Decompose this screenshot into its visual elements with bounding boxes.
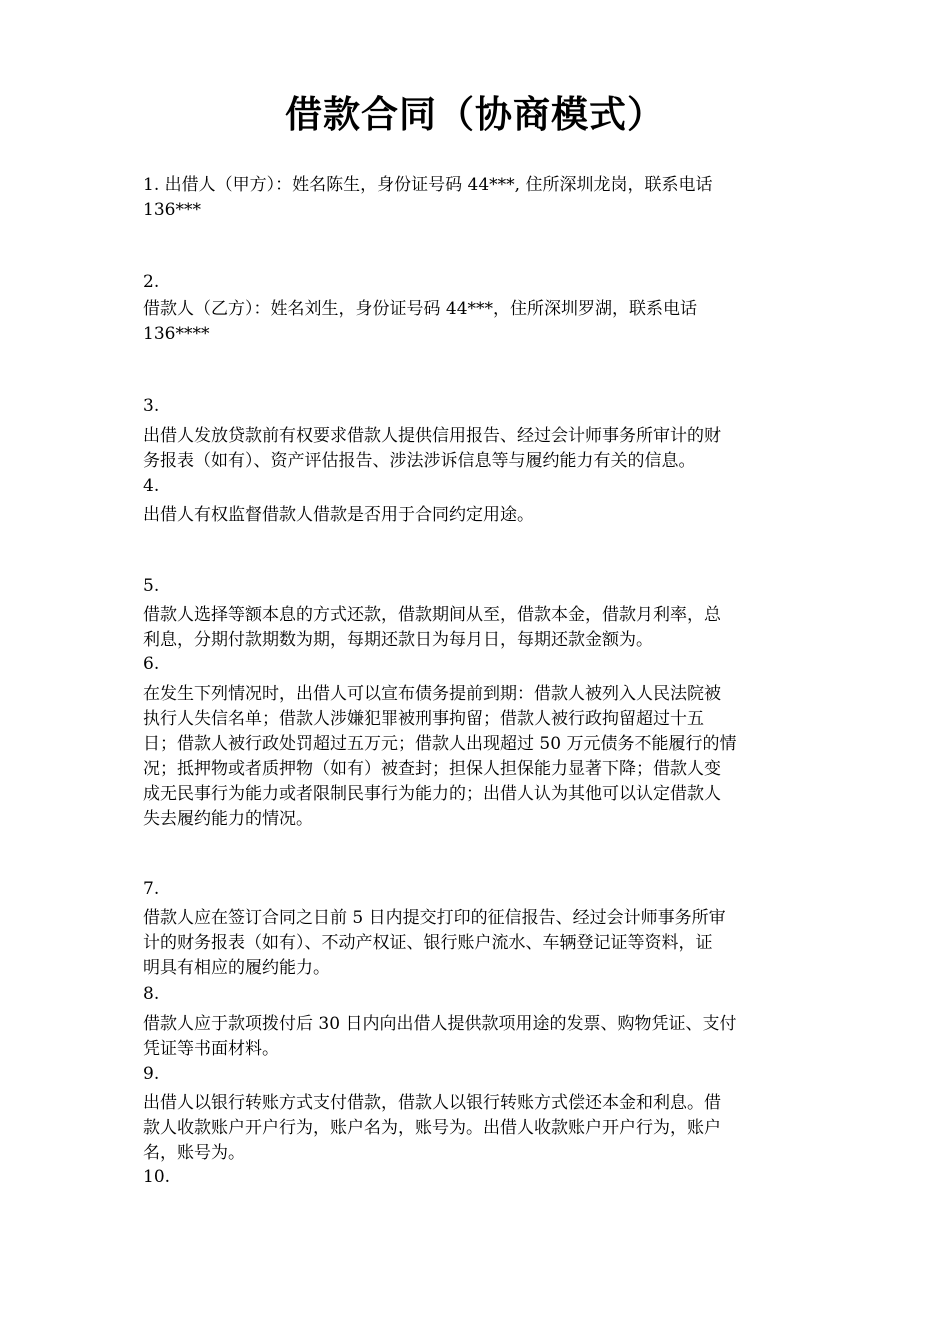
clause-2-number: 2. [143,272,160,292]
clause-3-number: 3. [143,396,160,416]
clause-1-line-2: 136*** [143,200,201,220]
clause-9-line-2: 款人收款账户开户行为，账户名为，账号为。出借人收款账户开户行为，账户 [143,1118,721,1138]
clause-6-line-5: 成无民事行为能力或者限制民事行为能力的；出借人认为其他可以认定借款人 [143,784,721,804]
document-title: 借款合同（协商模式） [285,93,665,136]
clause-4-line-1: 出借人有权监督借款人借款是否用于合同约定用途。 [143,505,534,525]
clause-6-number: 6. [143,654,160,674]
clause-7-line-2: 计的财务报表（如有）、不动产权证、银行账户流水、车辆登记证等资料，证 [143,933,713,953]
clause-7-line-1: 借款人应在签订合同之日前 5 日内提交打印的征信报告、经过会计师事务所审 [143,908,726,928]
clause-5-line-2: 利息，分期付款期数为期，每期还款日为每月日，每期还款金额为。 [143,630,653,650]
clause-2-line-2: 136**** [143,324,210,344]
clause-3-line-2: 务报表（如有）、资产评估报告、涉法涉诉信息等与履约能力有关的信息。 [143,451,696,471]
clause-8-number: 8. [143,984,160,1004]
clause-4-number: 4. [143,476,160,496]
clause-8-line-2: 凭证等书面材料。 [143,1039,279,1059]
clause-6-line-1: 在发生下列情况时，出借人可以宣布债务提前到期：借款人被列入人民法院被 [143,684,721,704]
clause-7-line-3: 明具有相应的履约能力。 [143,958,330,978]
clause-7-number: 7. [143,879,160,899]
clause-5-number: 5. [143,576,160,596]
clause-6-line-4: 况；抵押物或者质押物（如有）被查封；担保人担保能力显著下降；借款人变 [143,759,721,779]
clause-3-line-1: 出借人发放贷款前有权要求借款人提供信用报告、经过会计师事务所审计的财 [143,426,721,446]
clause-1-line-1: 1. 出借人（甲方）：姓名陈生，身份证号码 44***, 住所深圳龙岗，联系电话 [143,175,713,195]
clause-9-number: 9. [143,1064,160,1084]
clause-9-line-3: 名，账号为。 [143,1143,245,1163]
clause-8-line-1: 借款人应于款项拨付后 30 日内向出借人提供款项用途的发票、购物凭证、支付 [143,1014,737,1034]
clause-6-line-6: 失去履约能力的情况。 [143,809,313,829]
clause-9-line-1: 出借人以银行转账方式支付借款，借款人以银行转账方式偿还本金和利息。借 [143,1093,721,1113]
clause-6-line-2: 执行人失信名单；借款人涉嫌犯罪被刑事拘留；借款人被行政拘留超过十五 [143,709,704,729]
clause-10-number: 10. [143,1167,171,1187]
clause-6-line-3: 日；借款人被行政处罚超过五万元；借款人出现超过 50 万元债务不能履行的情 [143,734,737,754]
clause-2-line-1: 借款人（乙方）：姓名刘生，身份证号码 44***，住所深圳罗湖，联系电话 [143,299,698,319]
clause-5-line-1: 借款人选择等额本息的方式还款，借款期间从至，借款本金，借款月利率，总 [143,605,721,625]
